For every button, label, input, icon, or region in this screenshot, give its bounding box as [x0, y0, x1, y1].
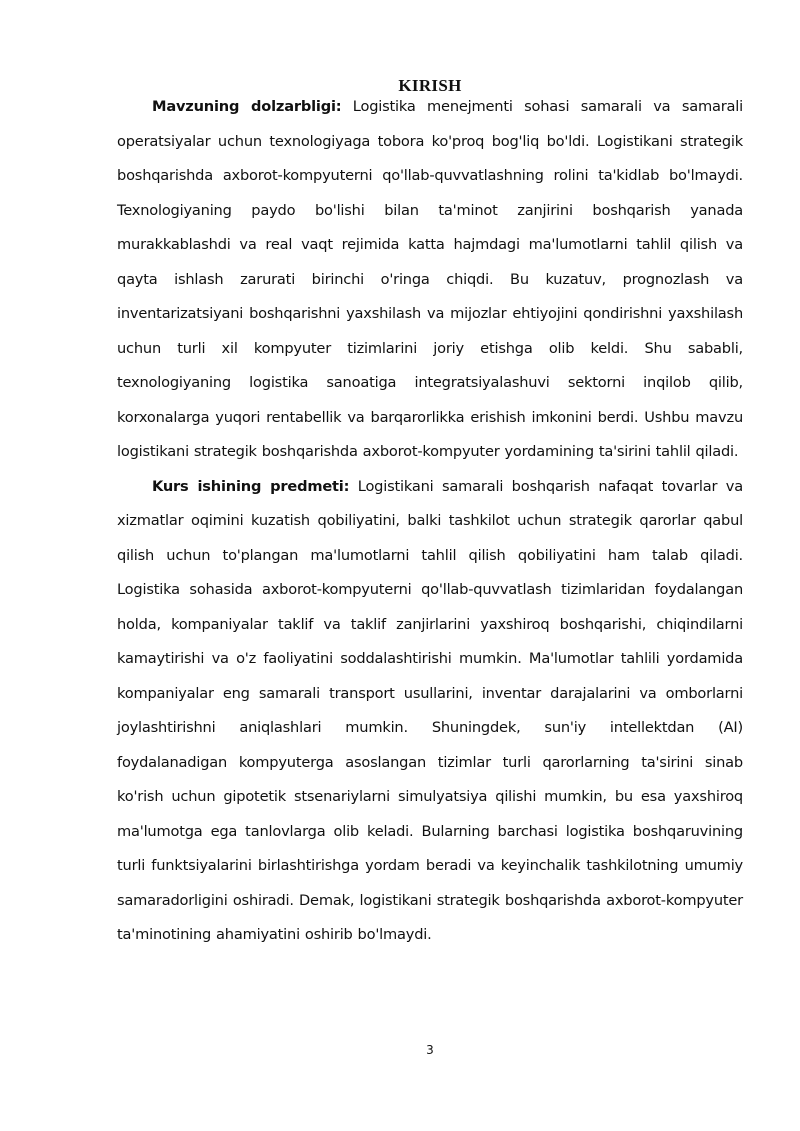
paragraph-lead: Kurs ishining predmeti:	[152, 477, 350, 495]
paragraph-relevance	[117, 90, 743, 470]
paragraph-text: Logistikani samarali boshqarish nafaqat tovarlar va xizmatlar oqimini kuzatish qobiliyatini, balki tashkilot uchun strategik qarorlar qabul qilish uchun to'plangan ma'lumotlarni tahlil qilish qobiliyatini ham talab qiladi. Logistika sohasida axborot-kompyuterni qo'llab-quvvatlash tizimlaridan foydalangan holda, kompaniyalar taklif va taklif zanjirlarini yaxshiroq boshqarishi, chiqindilarni kamaytirishi va o'z faoliyatini soddalashtirishi mumkin. Ma'lumotlar tahlili yordamida kompaniyalar eng samarali transport usullarini, inventar darajalarini va omborlarni joylashtirishni aniqlashlari mumkin. Shuningdek, sun'iy intellektdan (AI) foydalanadigan kompyuterga asoslangan tizimlar turli qarorlarning ta'sirini sinab ko'rish uchun gipotetik stsenariylarni simulyatsiya qilishi mumkin, bu esa yaxshiroq ma'lumotga ega tanlovlarga olib keladi. Bularning barchasi logistika boshqaruvining turli funktsiyalarini birlashtirishga yordam beradi va keyinchalik tashkilotning umumiy samaradorligini oshiradi. Demak, logistikani strategik boshqarishda axborot-kompyuter ta'minotining ahamiyatini oshirib bo'lmaydi.	[117, 477, 743, 943]
page-number: 3	[426, 1043, 434, 1057]
paragraph-text: Logistika menejmenti sohasi samarali va samarali operatsiyalar uchun texnologiyaga tobora ko'proq bog'liq bo'ldi. Logistikani strategik boshqarishda axborot-kompyuterni qo'llab-quvvatlashning rolini ta'kidlab bo'lmaydi. Texnologiyaning paydo bo'lishi bilan ta'minot zanjirini boshqarish yanada murakkablashdi va real vaqt rejimida katta hajmdagi ma'lumotlarni tahlil qilish va qayta ishlash zarurati birinchi o'ringa chiqdi. Bu kuzatuv, prognozlash va inventarizatsiyani boshqarishni yaxshilash va mijozlar ehtiyojini qondirishni yaxshilash uchun turli xil kompyuter tizimlarini joriy etishga olib keldi. Shu sababli, texnologiyaning logistika sanoatiga integratsiyalashuvi sektorni inqilob qilib, korxonalarga yuqori rentabellik va barqarorlikka erishish imkonini berdi. Ushbu mavzu logistikani strategik boshqarishda axborot-kompyuter yordamining ta'sirini tahlil qiladi.	[117, 98, 743, 460]
body-text	[117, 90, 743, 953]
paragraph-subject	[117, 470, 743, 953]
page-title: KIRISH	[398, 76, 462, 95]
paragraph-lead: Mavzuning dolzarbligi:	[152, 98, 342, 115]
